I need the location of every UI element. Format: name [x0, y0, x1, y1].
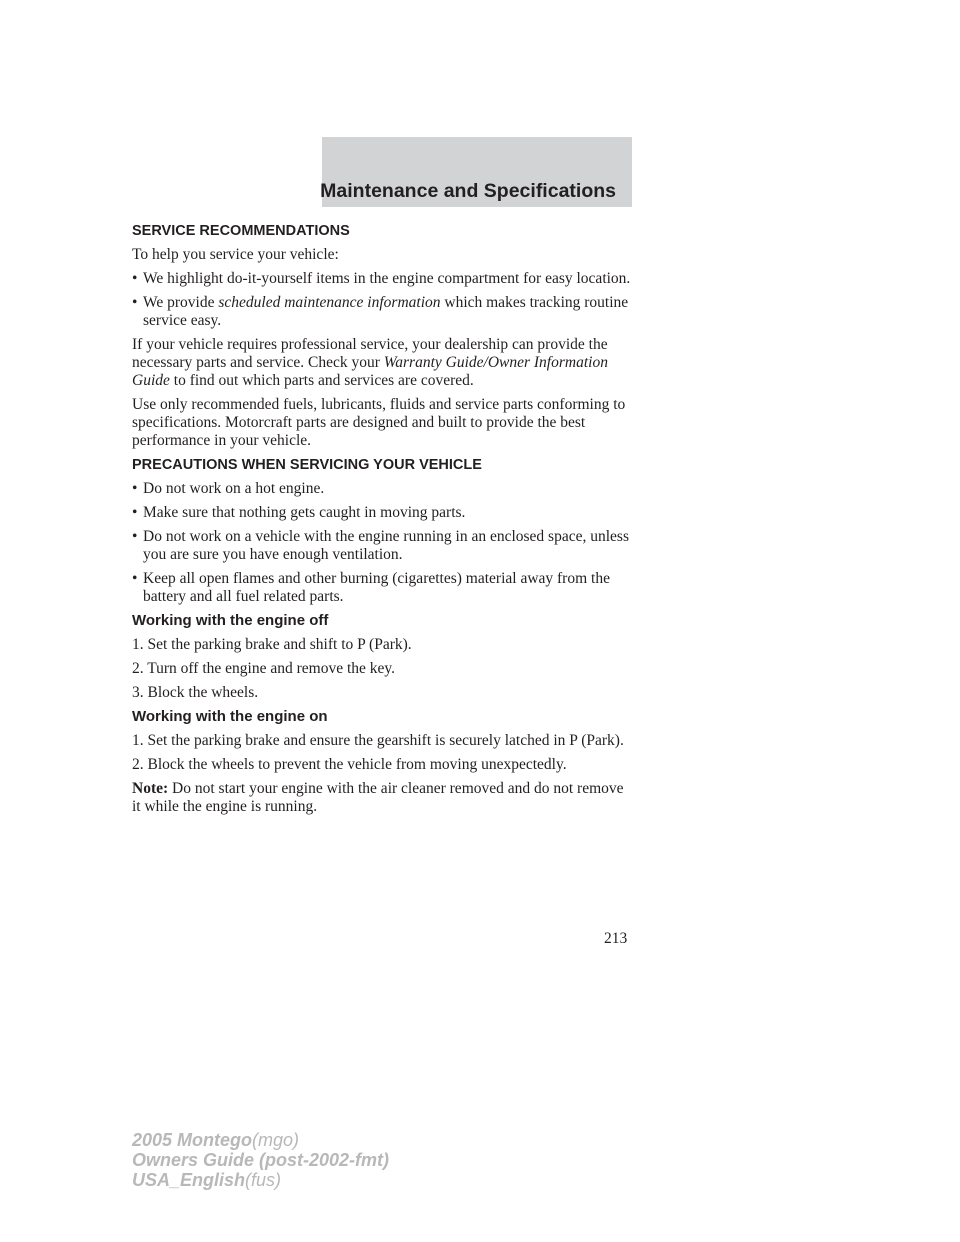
- document-footer: [132, 1130, 389, 1190]
- bullet-text: which makes tracking routine service easy.: [143, 294, 629, 329]
- bullet-italic-text: scheduled maintenance information: [218, 294, 441, 311]
- service-bullet-list: [132, 270, 632, 330]
- note-label: Note:: [132, 780, 169, 797]
- footer-model-code: (mgo): [252, 1130, 300, 1150]
- bullet-glyph: •: [132, 270, 138, 287]
- bullet-glyph: •: [132, 294, 138, 311]
- engine-on-step: 2. Block the wheels to prevent the vehicle from moving unexpectedly.: [132, 756, 567, 773]
- bullet-text: Do not work on a hot engine.: [143, 480, 325, 497]
- engine-off-step: 3. Block the wheels.: [132, 684, 259, 701]
- bullet-text: Keep all open flames and other burning (cigarettes) material away from the battery and all fuel related parts.: [143, 570, 610, 605]
- page-number: 213: [604, 930, 628, 947]
- service-recommendations-heading: SERVICE RECOMMENDATIONS: [132, 223, 350, 239]
- dealer-text: to find out which parts and services are covered.: [173, 372, 474, 389]
- parts-paragraph: Use only recommended fuels, lubricants, fluids and service parts conforming to specifications. Motorcraft parts are designed and built to provide the best performance in your vehicle.: [132, 396, 626, 449]
- footer-language: USA_English: [132, 1170, 246, 1190]
- engine-off-step: 1. Set the parking brake and shift to P (Park).: [132, 636, 412, 653]
- section-title: Maintenance and Specifications: [320, 180, 616, 202]
- bullet-glyph: •: [132, 528, 138, 545]
- footer-model: 2005 Montego: [132, 1130, 253, 1150]
- list-item: [132, 294, 632, 330]
- footer-line-2: Owners Guide (post-2002-fmt): [132, 1150, 390, 1170]
- list-item: [132, 480, 632, 498]
- footer-line-3: [132, 1170, 389, 1190]
- bullet-text: We provide: [143, 294, 215, 311]
- bullet-text: Make sure that nothing gets caught in moving parts.: [143, 504, 466, 521]
- list-item: [132, 570, 632, 606]
- list-item: [132, 528, 632, 564]
- engine-off-step: 2. Turn off the engine and remove the key.: [132, 660, 396, 677]
- bullet-text: Do not work on a vehicle with the engine running in an enclosed space, unless you are sure you have enough ventilation.: [143, 528, 629, 563]
- bullet-text: We highlight do-it-yourself items in the engine compartment for easy location.: [143, 270, 631, 287]
- dealer-paragraph: [132, 336, 632, 390]
- bullet-glyph: •: [132, 570, 138, 587]
- note-text: Do not start your engine with the air cleaner removed and do not remove it while the engine is running.: [132, 780, 624, 815]
- list-item: [132, 270, 632, 288]
- section-header-band: [322, 137, 632, 207]
- engine-on-step: 1. Set the parking brake and ensure the gearshift is securely latched in P (Park).: [132, 732, 624, 749]
- footer-language-code: (fus): [245, 1170, 282, 1190]
- warranty-guide-reference: Warranty Guide/Owner Information Guide: [132, 354, 608, 389]
- bullet-glyph: •: [132, 504, 138, 521]
- note-paragraph: [132, 780, 632, 816]
- bullet-glyph: •: [132, 480, 138, 497]
- engine-on-heading: Working with the engine on: [132, 708, 328, 725]
- dealer-text: If your vehicle requires professional service, your dealership can provide the necessary parts and service. Check your: [132, 336, 608, 371]
- precautions-heading: PRECAUTIONS WHEN SERVICING YOUR VEHICLE: [132, 457, 482, 473]
- list-item: [132, 504, 632, 522]
- precautions-bullet-list: [132, 480, 632, 606]
- page-content: [132, 222, 632, 822]
- service-intro: To help you service your vehicle:: [132, 246, 339, 263]
- engine-off-heading: Working with the engine off: [132, 612, 329, 629]
- footer-line-1: [132, 1130, 389, 1150]
